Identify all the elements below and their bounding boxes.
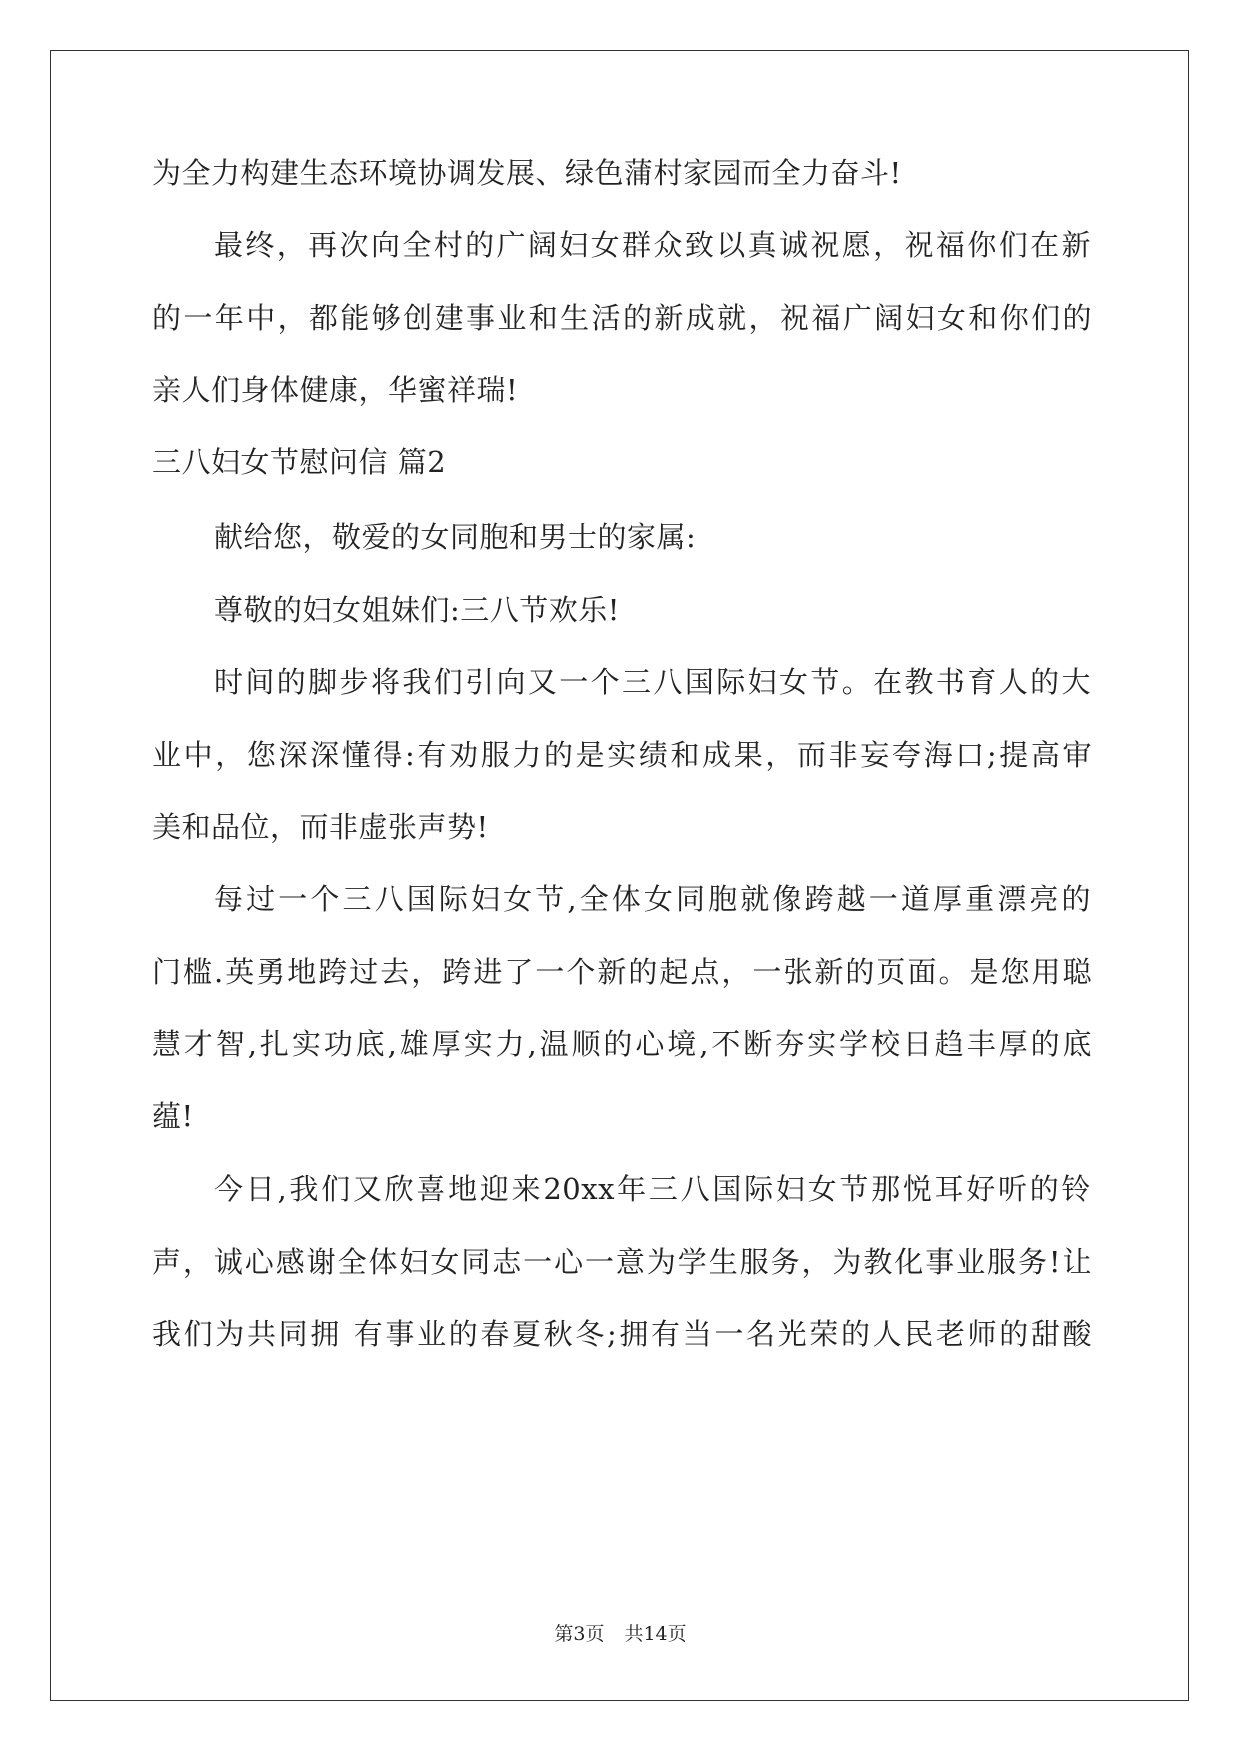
text-line: 门槛.英勇地跨过去，跨进了一个新的起点，一张新的页面。是您用聪: [152, 955, 1092, 989]
page-total: 共14页: [624, 1623, 687, 1645]
text-line: 美和品位，而非虚张声势!: [152, 810, 489, 844]
text-line: 献给您，敬爱的女同胞和男士的家属:: [214, 520, 697, 554]
text-line: 为全力构建生态环境协调发展、绿色蒲村家园而全力奋斗!: [152, 156, 902, 190]
text-line: 的一年中，都能够创建事业和生活的新成就，祝福广阔妇女和你们的: [152, 301, 1092, 335]
text-line: 慧才智,扎实功底,雄厚实力,温顺的心境,不断夯实学校日趋丰厚的底: [152, 1027, 1092, 1061]
text-line: 业中，您深深懂得:有劝服力的是实绩和成果，而非妄夸海口;提高审: [152, 738, 1092, 772]
text-line: 我们为共同拥 有事业的春夏秋冬;拥有当一名光荣的人民老师的甜酸: [152, 1317, 1092, 1351]
text-line: 每过一个三八国际妇女节,全体女同胞就像跨越一道厚重漂亮的: [214, 882, 1091, 916]
text-line: 亲人们身体健康，华蜜祥瑞!: [152, 373, 519, 407]
text-line: 尊敬的妇女姐妹们:三八节欢乐!: [214, 593, 620, 627]
text-line: 时间的脚步将我们引向又一个三八国际妇女节。在教书育人的大: [214, 665, 1091, 699]
text-line: 今日,我们又欣喜地迎来20xx年三八国际妇女节那悦耳好听的铃: [214, 1172, 1091, 1206]
text-line: 蕴!: [152, 1099, 194, 1133]
text-line: 最终，再次向全村的广阔妇女群众致以真诚祝愿，祝福你们在新: [214, 228, 1091, 262]
page-number: 第3页: [554, 1623, 605, 1645]
page-footer: [0, 1622, 1241, 1646]
text-line: 声，诚心感谢全体妇女同志一心一意为学生服务，为教化事业服务!让: [152, 1245, 1092, 1279]
section-heading: 三八妇女节慰问信 篇2: [152, 445, 447, 479]
page-border: [50, 50, 1189, 1701]
